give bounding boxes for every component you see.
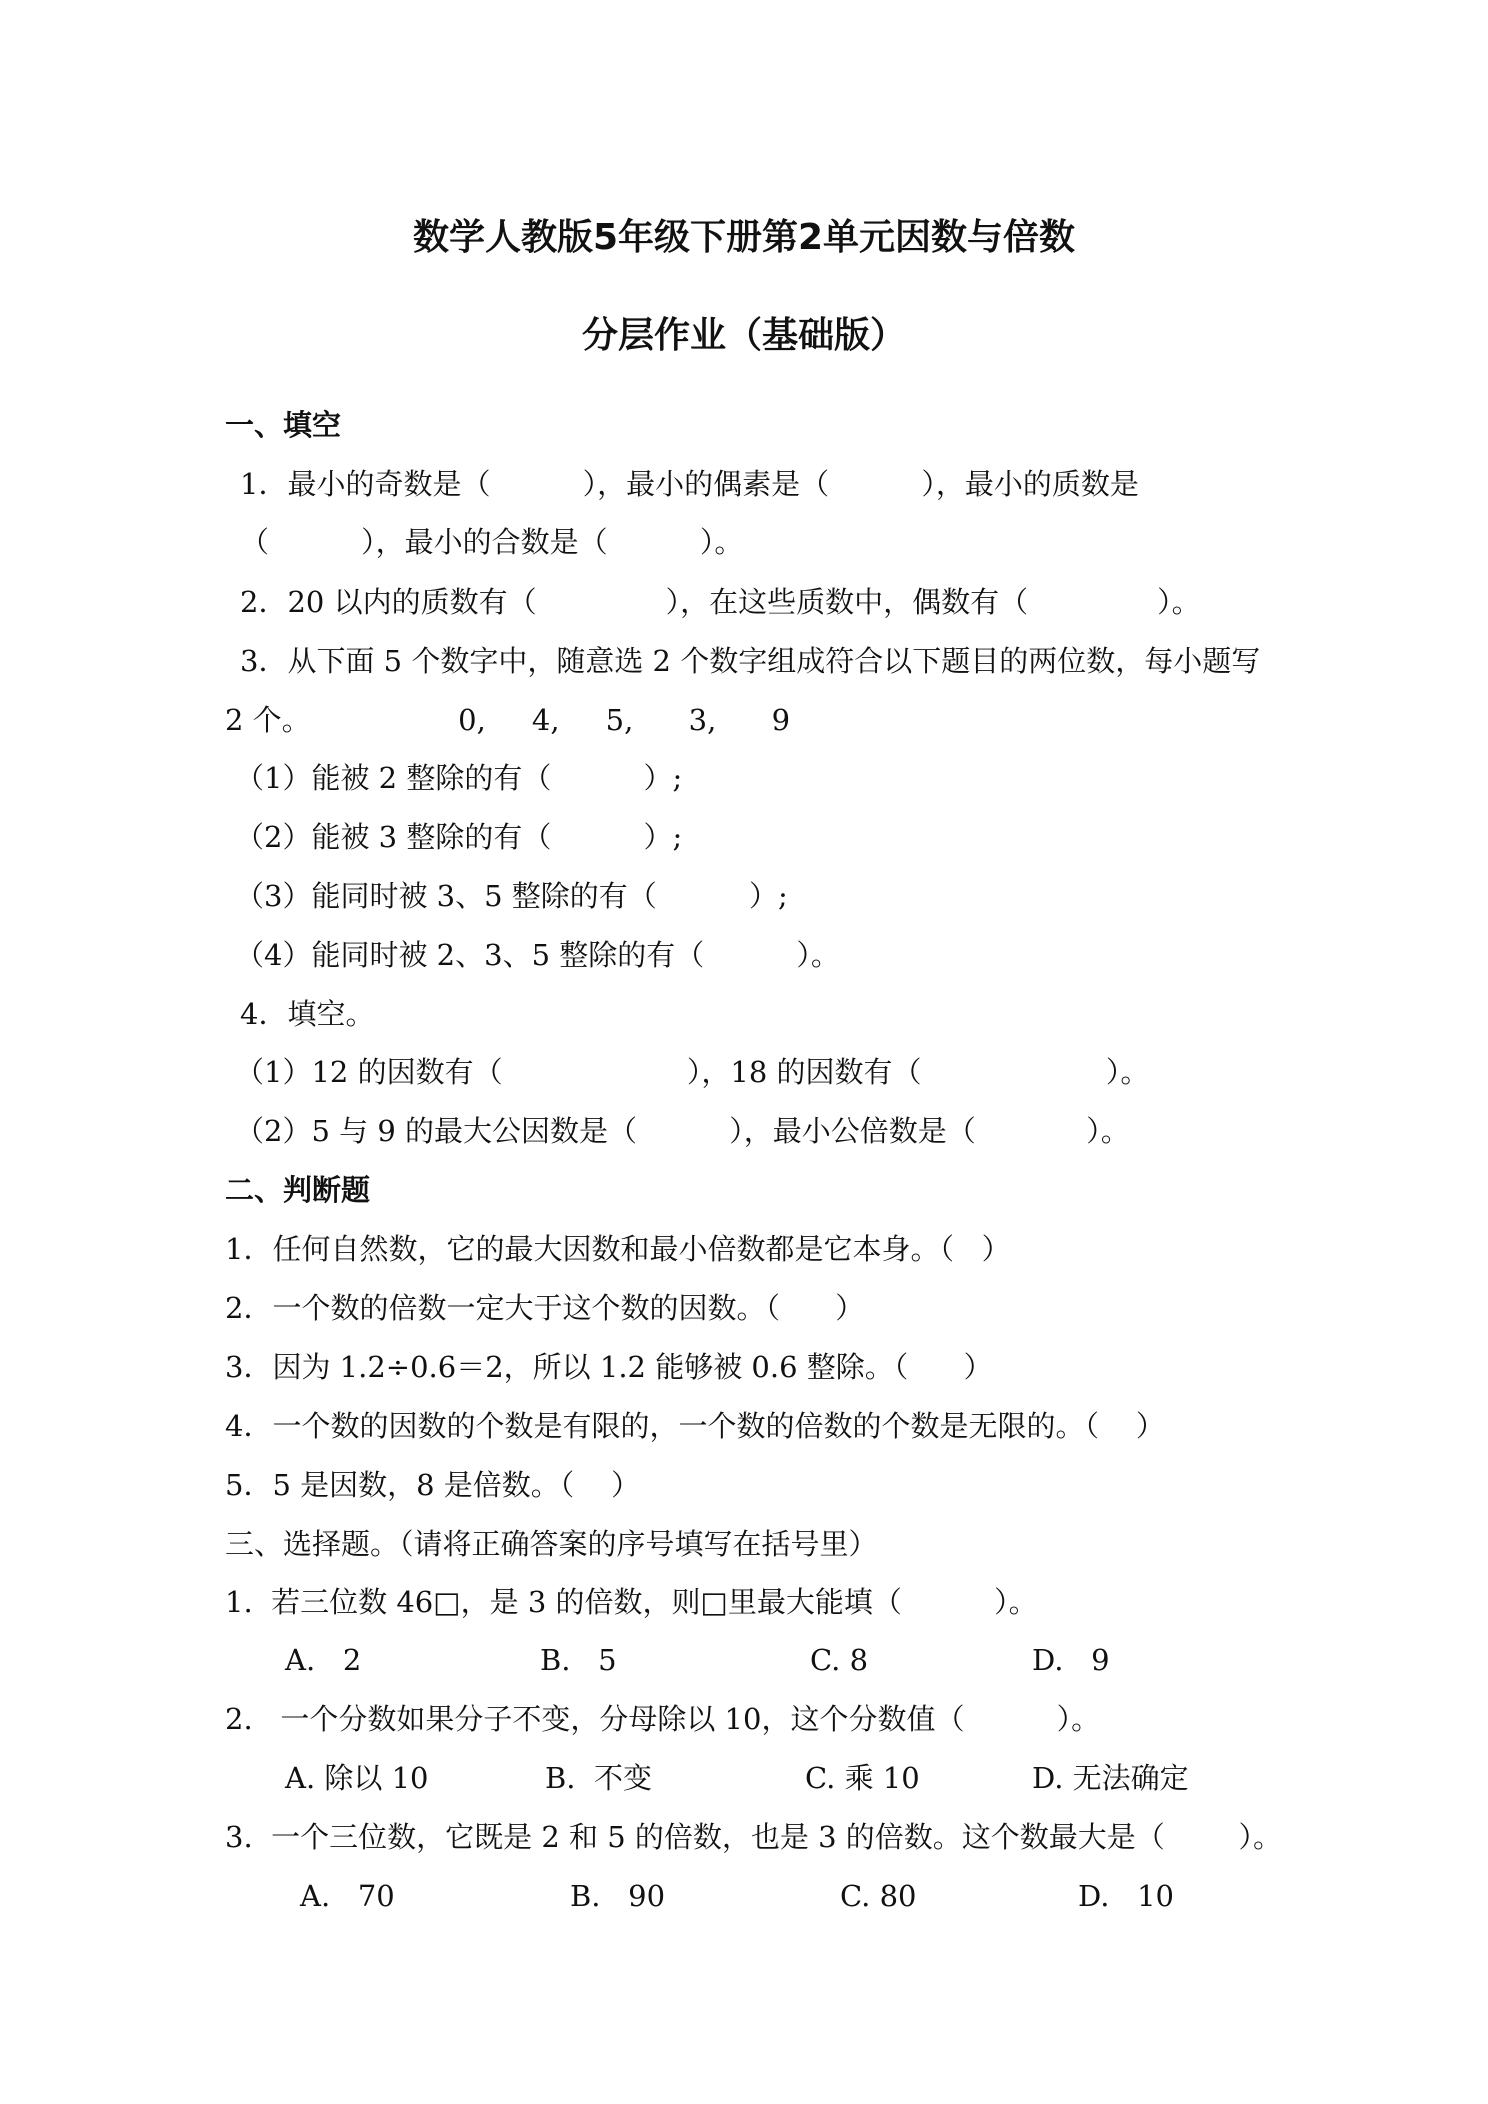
fill-q3-line1: 3．从下面 5 个数字中，随意选 2 个数字组成符合以下题目的两位数，每小题写 <box>240 644 1261 678</box>
choice-q1-option-b: B. 5 <box>540 1643 617 1677</box>
fill-q4: 4．填空。 <box>240 997 375 1031</box>
fill-q1-line2: （ ），最小的合数是（ ）。 <box>240 525 744 559</box>
choice-q3-option-c: C. 80 <box>840 1879 917 1913</box>
fill-q3-sub2: （2）能被 3 整除的有（ ）; <box>235 820 683 854</box>
judge-q1: 1．任何自然数，它的最大因数和最小倍数都是它本身。（ ） <box>225 1232 1011 1266</box>
fill-q2: 2．20 以内的质数有（ ），在这些质数中，偶数有（ ）。 <box>240 585 1201 619</box>
fill-q3-sub3: （3）能同时被 3、5 整除的有（ ）; <box>235 879 788 913</box>
choice-q3-option-d: D. 10 <box>1078 1879 1174 1913</box>
section-heading-judge: 二、判断题 <box>225 1173 371 1207</box>
choice-q2-option-a: A. 除以 10 <box>285 1761 429 1795</box>
choice-q3-stem: 3. 一个三位数，它既是 2 和 5 的倍数，也是 3 的倍数。这个数最大是（ ）。 <box>225 1820 1283 1854</box>
judge-q5: 5．5 是因数，8 是倍数。（ ） <box>225 1468 641 1502</box>
section-heading-choice: 三、选择题。（请将正确答案的序号填写在括号里） <box>225 1527 878 1561</box>
page-subtitle: 分层作业（基础版） <box>581 315 906 356</box>
choice-q1-option-d: D. 9 <box>1032 1643 1110 1677</box>
choice-q3-option-b: B. 90 <box>570 1879 666 1913</box>
judge-q2: 2．一个数的倍数一定大于这个数的因数。（ ） <box>225 1291 865 1325</box>
fill-q3-sub4: （4）能同时被 2、3、5 整除的有（ ）。 <box>235 938 840 972</box>
fill-q3-sub1: （1）能被 2 整除的有（ ）; <box>235 761 683 795</box>
choice-q1-option-c: C. 8 <box>810 1643 869 1677</box>
choice-q2-option-c: C. 乘 10 <box>805 1761 920 1795</box>
choice-q1-option-a: A. 2 <box>285 1643 362 1677</box>
choice-q3-option-a: A. 70 <box>300 1879 395 1913</box>
judge-q3: 3．因为 1.2÷0.6＝2，所以 1.2 能够被 0.6 整除。（ ） <box>225 1350 993 1384</box>
choice-q2-option-b: B. 不变 <box>545 1761 652 1795</box>
page-title: 数学人教版5年级下册第2单元因数与倍数 <box>412 217 1076 258</box>
choice-q2-option-d: D. 无法确定 <box>1032 1761 1189 1795</box>
choice-q2-stem: 2. 一个分数如果分子不变，分母除以 10，这个分数值（ ）。 <box>225 1702 1101 1736</box>
fill-q1-line1: 1．最小的奇数是（ ），最小的偶素是（ ），最小的质数是 <box>240 467 1139 501</box>
section-heading-fill: 一、填空 <box>225 408 342 442</box>
fill-q4-sub2: （2）5 与 9 的最大公因数是（ ），最小公倍数是（ ）。 <box>235 1114 1130 1148</box>
fill-q3-line2: 2 个。 0, 4, 5, 3, 9 <box>225 703 791 737</box>
judge-q4: 4．一个数的因数的个数是有限的，一个数的倍数的个数是无限的。（ ） <box>225 1409 1165 1443</box>
choice-q1-stem: 1. 若三位数 46□，是 3 的倍数，则□里最大能填（ ）。 <box>225 1585 1038 1619</box>
fill-q4-sub1: （1）12 的因数有（ ），18 的因数有（ ）。 <box>235 1055 1150 1089</box>
